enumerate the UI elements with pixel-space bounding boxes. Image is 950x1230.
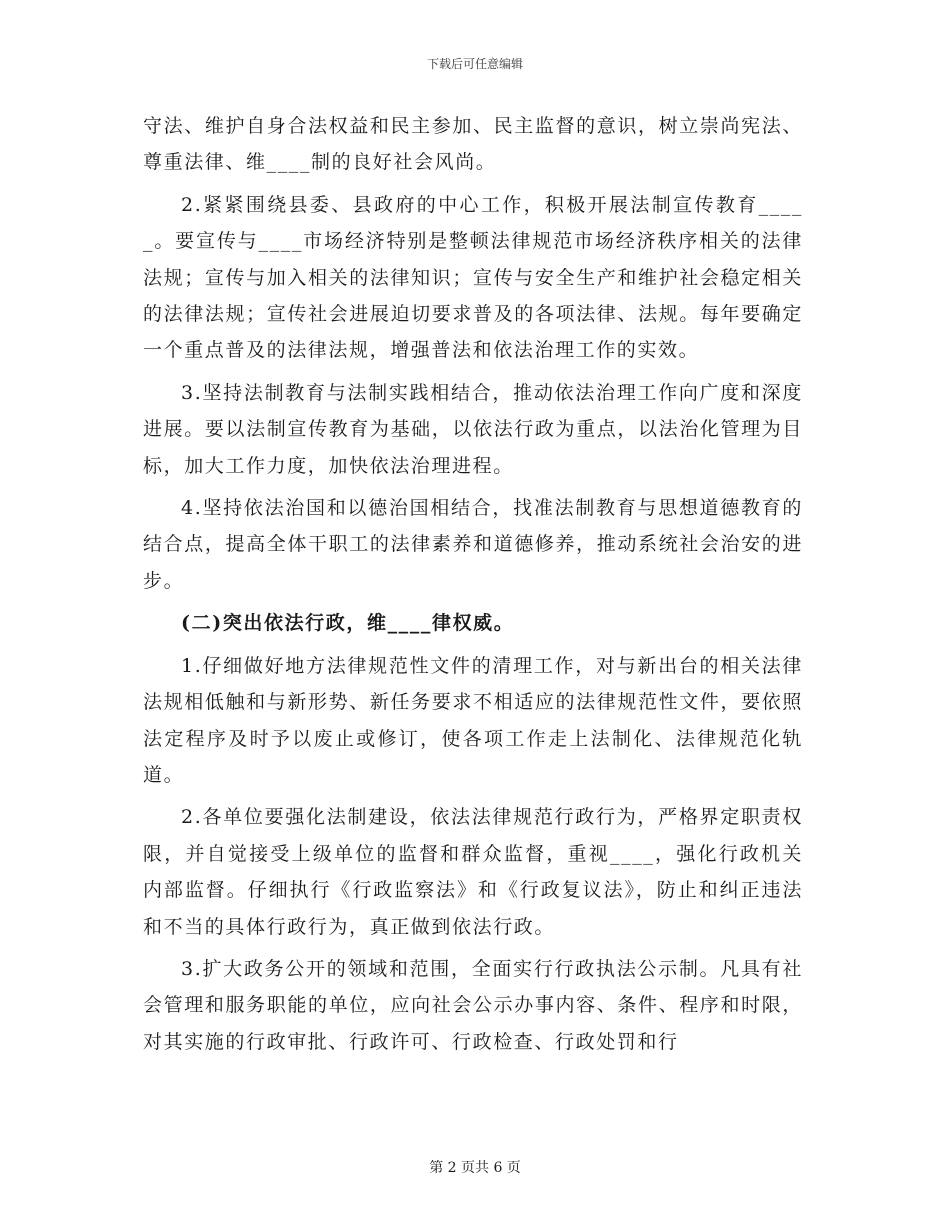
paragraph-item-3: 3.坚持法制教育与法制实践相结合，推动依法治理工作向广度和深度进展。要以法制宣传教育为基础，以依法行政为重点，以法治化管理为目标，加大工作力度，加快依法治理进程。 [143, 381, 803, 477]
document-body [143, 108, 803, 1060]
paragraph-item-2: 2.紧紧围绕县委、县政府的中心工作，积极开展法制宣传教育_____。要宣传与____市场经济特别是整顿法律规范市场经济秩序相关的法律法规；宣传与加入相关的法律知识；宣传与安全生产和维护社会稳定相关的法律法规；宣传社会进展迫切要求普及的各项法律、法规。每年要确定一个重点普及的法律法规，增强普法和依法治理工作的实效。 [143, 193, 803, 362]
page-header: 下载后可任意编辑 [426, 57, 523, 71]
page-number: 第 2 页共 6 页 [429, 1160, 521, 1176]
paragraph-continuation: 守法、维护自身合法权益和民主参加、民主监督的意识，树立崇尚宪法、尊重法律、维____制的良好社会风尚。 [143, 115, 803, 174]
paragraph-sub-2: 2.各单位要强化法制建设，依法法律规范行政行为，严格界定职责权限，并自觉接受上级单位的监督和群众监督，重视____，强化行政机关内部监督。仔细执行《行政监察法》和《行政复议法》，防止和纠正违法和不当的具体行政行为，真正做到依法行政。 [143, 806, 803, 938]
section-heading: (二)突出依法行政，维____律权威。 [181, 612, 515, 635]
paragraph-sub-3: 3.扩大政务公开的领域和范围，全面实行行政执法公示制。凡具有社会管理和服务职能的单位，应向社会公示办事内容、条件、程序和时限，对其实施的行政审批、行政许可、行政检查、行政处罚和行 [143, 957, 803, 1053]
paragraph-item-4: 4.坚持依法治国和以德治国相结合，找准法制教育与思想道德教育的结合点，提高全体干职工的法律素养和道德修养，推动系统社会治安的进步。 [143, 497, 803, 592]
paragraph-sub-1: 1.仔细做好地方法律规范性文件的清理工作，对与新出台的相关法律法规相低触和与新形势、新任务要求不相适应的法律规范性文件，要依照法定程序及时予以废止或修订，使各项工作走上法制化、法律规范化轨道。 [143, 654, 803, 786]
